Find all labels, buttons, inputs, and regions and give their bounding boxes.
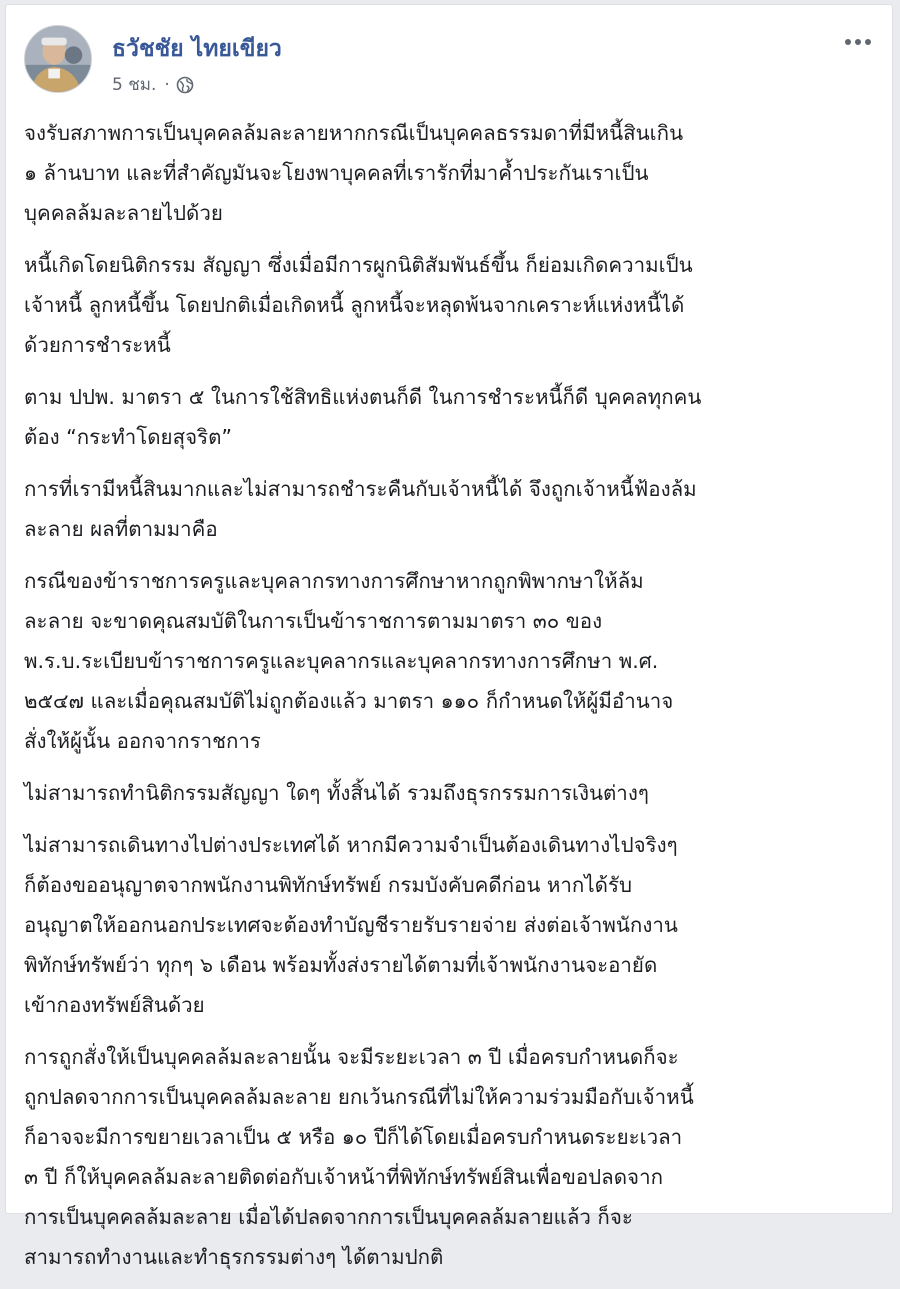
post-text-line: ละลาย จะขาดคุณสมบัติในการเป็นข้าราชการตามมาตรา ๓๐ ของ (24, 609, 603, 633)
author-name[interactable]: ธวัชชัย ไทยเขียว (112, 36, 282, 62)
post-paragraph (24, 377, 876, 457)
post-body (24, 113, 876, 1289)
post-paragraph (24, 773, 876, 813)
post-text-line: กรณีของข้าราชการครูและบุคลากรทางการศึกษาหากถูกพิพากษาให้ล้ม (24, 569, 644, 593)
post-text-line: การถูกสั่งให้เป็นบุคคลล้มละลายนั้น จะมีระยะเวลา ๓ ปี เมื่อครบกำหนดก็จะ (24, 1045, 679, 1069)
post-text-line: สั่งให้ผู้นั้น ออกจากราชการ (24, 729, 261, 753)
post-text-line: ไม่สามารถเดินทางไปต่างประเทศได้ หากมีความจำเป็นต้องเดินทางไปจริงๆ (24, 833, 678, 857)
post-text-line: ละลาย ผลที่ตามมาคือ (24, 517, 218, 541)
post-text-line: ด้วยการชำระหนี้ (24, 333, 171, 357)
meta-separator: · (164, 74, 170, 95)
post-text-line: การที่เรามีหนี้สินมากและไม่สามารถชำระคืนกับเจ้าหนี้ได้ จึงถูกเจ้าหนี้ฟ้องล้ม (24, 477, 697, 501)
post-paragraph (24, 469, 876, 549)
post-paragraph (24, 825, 876, 1025)
post-header (24, 25, 878, 97)
post-text-line: ต้อง “กระทำโดยสุจริต” (24, 425, 233, 449)
more-options-icon[interactable] (838, 25, 878, 59)
post-text-line: อนุญาตให้ออกนอกประเทศจะต้องทำบัญชีรายรับรายจ่าย ส่งต่อเจ้าพนักงาน (24, 913, 678, 937)
post-text-line: พ.ร.บ.ระเบียบข้าราชการครูและบุคลากรและบุคลากรทางการศึกษา พ.ศ. (24, 649, 659, 673)
post-text-line: บุคคลล้มละลายไปด้วย (24, 201, 223, 225)
post-text-line: จงรับสภาพการเป็นบุคคลล้มละลายหากกรณีเป็นบุคคลธรรมดาที่มีหนี้สินเกิน (24, 121, 684, 145)
post-card (5, 4, 893, 1269)
post-text-line: ตาม ปปพ. มาตรา ๕ ในการใช้สิทธิแห่งตนก็ดี ในการชำระหนี้ก็ดี บุคคลทุกคน (24, 385, 702, 409)
post-timestamp[interactable]: 5 ชม. (112, 75, 157, 95)
globe-icon[interactable] (176, 76, 194, 94)
post-text-line: พิทักษ์ทรัพย์ว่า ทุกๆ ๖ เดือน พร้อมทั้งส่งรายได้ตามที่เจ้าพนักงานจะอายัด (24, 953, 658, 977)
post-text-line: ถูกปลดจากการเป็นบุคคลล้มละลาย ยกเว้นกรณีที่ไม่ให้ความร่วมมือกับเจ้าหนี้ (24, 1085, 694, 1109)
post-text-line: ก็ต้องขออนุญาตจากพนักงานพิทักษ์ทรัพย์ กรมบังคับคดีก่อน หากได้รับ (24, 873, 632, 897)
post-text-line: ๓ ปี ก็ให้บุคคลล้มละลายติดต่อกับเจ้าหน้าที่พิทักษ์ทรัพย์สินเพื่อขอปลดจาก (24, 1165, 663, 1189)
post-text-line: ไม่สามารถทำนิติกรรมสัญญา ใดๆ ทั้งสิ้นได้ รวมถึงธุรกรรมการเงินต่างๆ (24, 781, 649, 805)
post-paragraph (24, 561, 876, 761)
post-text-line: ๑ ล้านบาท และที่สำคัญมันจะโยงพาบุคคลที่เรารักที่มาค้ำประกันเราเป็น (24, 161, 649, 185)
post-text-line: สามารถทำงานและทำธุรกรรมต่างๆ ได้ตามปกติ (24, 1245, 444, 1269)
author-avatar[interactable] (24, 25, 92, 93)
post-paragraph (24, 245, 876, 365)
post-text-line: ๒๕๔๗ และเมื่อคุณสมบัติไม่ถูกต้องแล้ว มาตรา ๑๑๐ ก็กำหนดให้ผู้มีอำนาจ (24, 689, 674, 713)
post-paragraph (24, 113, 876, 233)
post-paragraph (24, 1037, 876, 1277)
avatar-photo (25, 26, 91, 92)
post-text-line: การเป็นบุคคลล้มละลาย เมื่อได้ปลดจากการเป็นบุคคลล้มลายแล้ว ก็จะ (24, 1205, 633, 1229)
post-text-line: ก็อาจจะมีการขยายเวลาเป็น ๕ หรือ ๑๐ ปีก็ได้โดยเมื่อครบกำหนดระยะเวลา (24, 1125, 683, 1149)
post-text-line: หนี้เกิดโดยนิติกรรม สัญญา ซึ่งเมื่อมีการผูกนิติสัมพันธ์ขึ้น ก็ย่อมเกิดความเป็น (24, 253, 693, 277)
post-text-line: เข้ากองทรัพย์สินด้วย (24, 993, 205, 1017)
post-text-line: เจ้าหนี้ ลูกหนี้ขึ้น โดยปกติเมื่อเกิดหนี้ ลูกหนี้จะหลุดพ้นจากเคราะห์แห่งหนี้ได้ (24, 293, 685, 317)
post-meta (112, 71, 194, 98)
